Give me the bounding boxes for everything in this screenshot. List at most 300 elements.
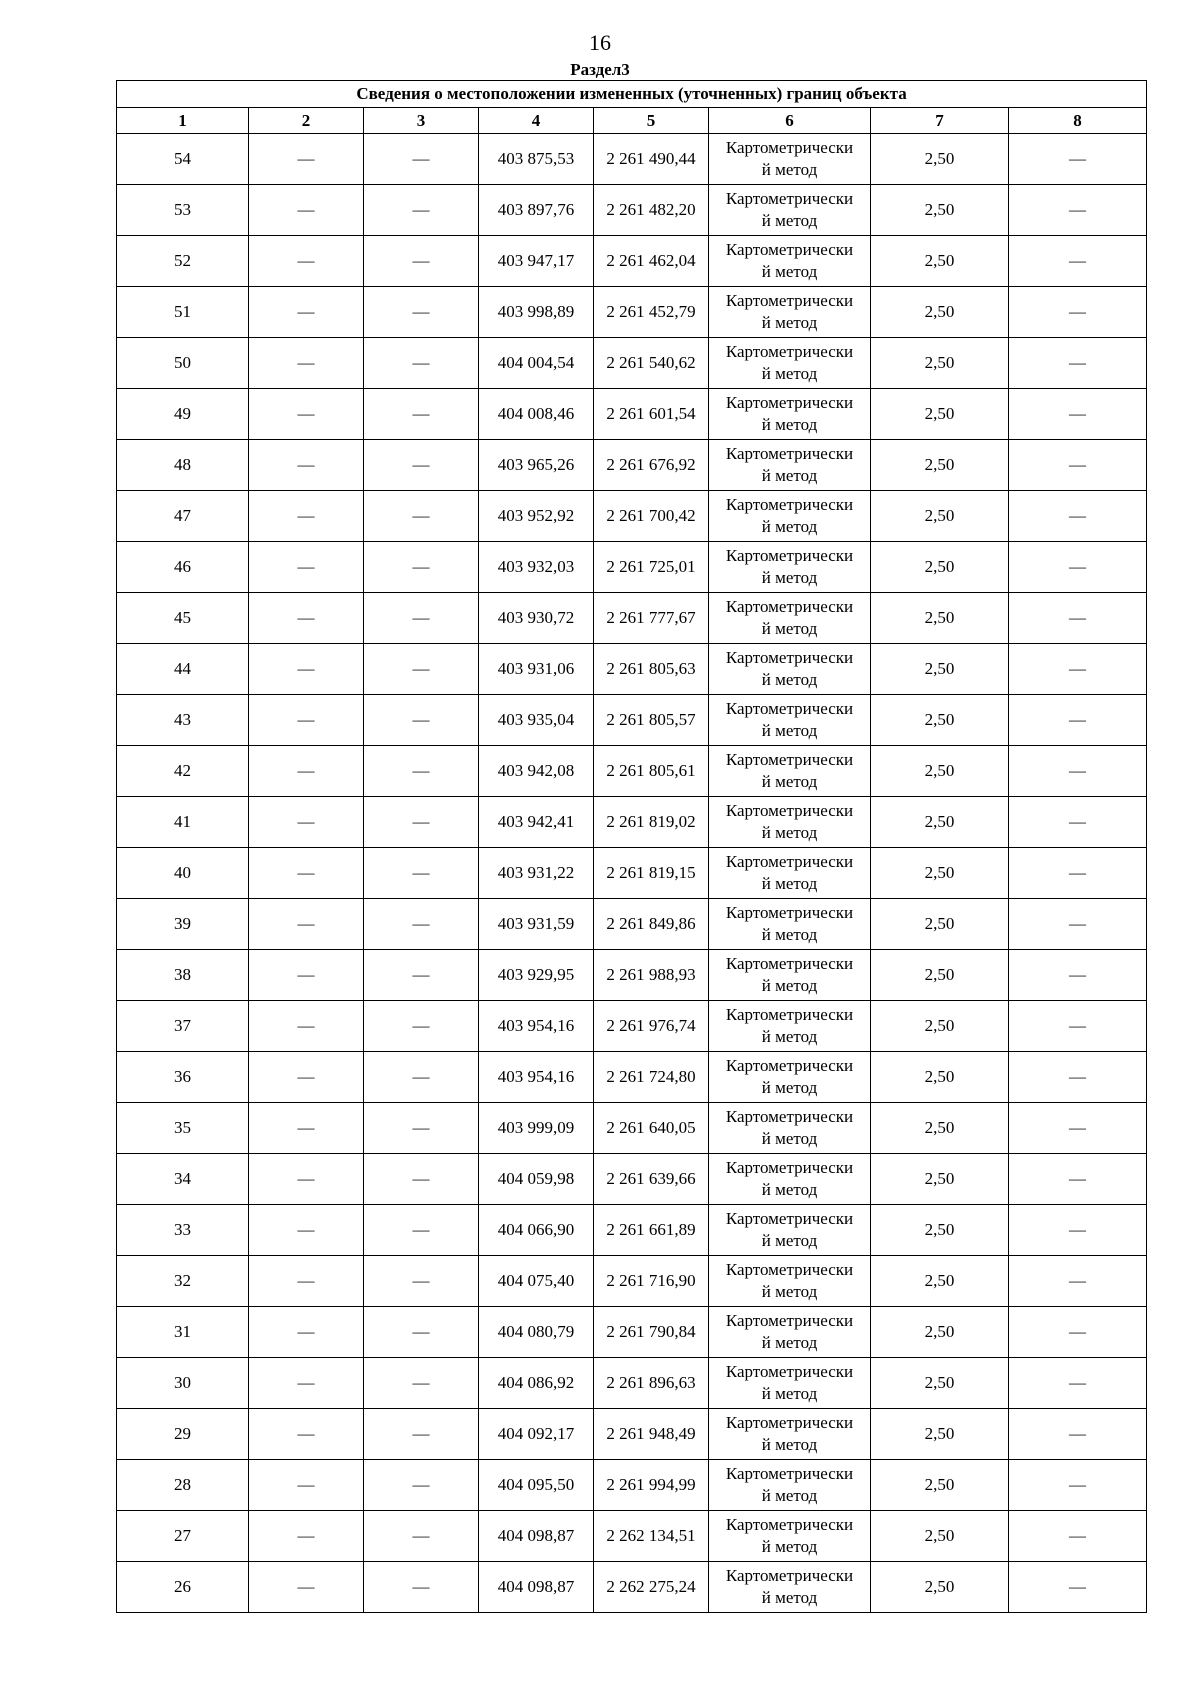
method-cell bbox=[709, 695, 871, 746]
coord-y-cell: 2 262 134,51 bbox=[594, 1511, 709, 1562]
coord-y-cell: 2 261 896,63 bbox=[594, 1358, 709, 1409]
method-line: Картометрически bbox=[725, 189, 854, 208]
point-number-cell: 33 bbox=[117, 1205, 249, 1256]
cell-col3: — bbox=[364, 389, 479, 440]
accuracy-cell: 2,50 bbox=[871, 287, 1009, 338]
cell-col3: — bbox=[364, 1562, 479, 1613]
accuracy-cell: 2,50 bbox=[871, 1562, 1009, 1613]
method-line: Картометрически bbox=[725, 291, 854, 310]
point-number-cell: 48 bbox=[117, 440, 249, 491]
table-row bbox=[117, 338, 1147, 389]
method-line: й метод bbox=[761, 874, 818, 893]
cell-col8: — bbox=[1009, 593, 1147, 644]
table-row bbox=[117, 1103, 1147, 1154]
accuracy-cell: 2,50 bbox=[871, 1103, 1009, 1154]
cell-col2: — bbox=[249, 1460, 364, 1511]
point-number-cell: 41 bbox=[117, 797, 249, 848]
method-cell bbox=[709, 899, 871, 950]
coord-y-cell: 2 261 790,84 bbox=[594, 1307, 709, 1358]
cell-col8: — bbox=[1009, 950, 1147, 1001]
cell-col2: — bbox=[249, 1205, 364, 1256]
table-row bbox=[117, 1562, 1147, 1613]
cell-col8: — bbox=[1009, 797, 1147, 848]
cell-col2: — bbox=[249, 1409, 364, 1460]
cell-col3: — bbox=[364, 134, 479, 185]
table-row bbox=[117, 542, 1147, 593]
coord-x-cell: 403 931,22 bbox=[479, 848, 594, 899]
coord-x-cell: 403 929,95 bbox=[479, 950, 594, 1001]
method-line: й метод bbox=[761, 364, 818, 383]
method-line: й метод bbox=[761, 1486, 818, 1505]
point-number-cell: 54 bbox=[117, 134, 249, 185]
cell-col2: — bbox=[249, 1511, 364, 1562]
cell-col8: — bbox=[1009, 491, 1147, 542]
method-cell bbox=[709, 440, 871, 491]
coord-x-cell: 403 931,59 bbox=[479, 899, 594, 950]
table-row bbox=[117, 134, 1147, 185]
table-row bbox=[117, 746, 1147, 797]
cell-col2: — bbox=[249, 1052, 364, 1103]
point-number-cell: 28 bbox=[117, 1460, 249, 1511]
method-line: Картометрически bbox=[725, 852, 854, 871]
accuracy-cell: 2,50 bbox=[871, 389, 1009, 440]
method-line: Картометрически bbox=[725, 801, 854, 820]
coord-y-cell: 2 261 490,44 bbox=[594, 134, 709, 185]
method-line: Картометрически bbox=[725, 699, 854, 718]
method-cell bbox=[709, 1511, 871, 1562]
method-line: й метод bbox=[761, 1333, 818, 1352]
cell-col8: — bbox=[1009, 1103, 1147, 1154]
method-line: Картометрически bbox=[725, 954, 854, 973]
method-cell bbox=[709, 1205, 871, 1256]
coord-x-cell: 403 935,04 bbox=[479, 695, 594, 746]
accuracy-cell: 2,50 bbox=[871, 1256, 1009, 1307]
cell-col2: — bbox=[249, 695, 364, 746]
point-number-cell: 39 bbox=[117, 899, 249, 950]
coord-x-cell: 403 965,26 bbox=[479, 440, 594, 491]
coord-x-cell: 403 942,08 bbox=[479, 746, 594, 797]
table-row bbox=[117, 1052, 1147, 1103]
cell-col2: — bbox=[249, 1562, 364, 1613]
cell-col8: — bbox=[1009, 1460, 1147, 1511]
method-line: й метод bbox=[761, 670, 818, 689]
cell-col3: — bbox=[364, 338, 479, 389]
cell-col8: — bbox=[1009, 695, 1147, 746]
point-number-cell: 53 bbox=[117, 185, 249, 236]
method-line: Картометрически bbox=[725, 1209, 854, 1228]
cell-col2: — bbox=[249, 1001, 364, 1052]
table-row bbox=[117, 644, 1147, 695]
table-row bbox=[117, 287, 1147, 338]
coord-y-cell: 2 261 805,57 bbox=[594, 695, 709, 746]
cell-col8: — bbox=[1009, 338, 1147, 389]
table-row bbox=[117, 593, 1147, 644]
method-cell bbox=[709, 1358, 871, 1409]
method-line: Картометрически bbox=[725, 1158, 854, 1177]
coord-x-cell: 404 075,40 bbox=[479, 1256, 594, 1307]
coord-y-cell: 2 261 819,02 bbox=[594, 797, 709, 848]
point-number-cell: 46 bbox=[117, 542, 249, 593]
method-line: й метод bbox=[761, 976, 818, 995]
table-row bbox=[117, 1460, 1147, 1511]
method-cell bbox=[709, 1256, 871, 1307]
method-line: й метод bbox=[761, 160, 818, 179]
cell-col3: — bbox=[364, 1307, 479, 1358]
coord-y-cell: 2 262 275,24 bbox=[594, 1562, 709, 1613]
column-number: 1 bbox=[117, 108, 249, 134]
method-cell bbox=[709, 542, 871, 593]
accuracy-cell: 2,50 bbox=[871, 1001, 1009, 1052]
table-row bbox=[117, 185, 1147, 236]
point-number-cell: 36 bbox=[117, 1052, 249, 1103]
coord-x-cell: 403 932,03 bbox=[479, 542, 594, 593]
cell-col8: — bbox=[1009, 1001, 1147, 1052]
point-number-cell: 49 bbox=[117, 389, 249, 440]
cell-col8: — bbox=[1009, 644, 1147, 695]
point-number-cell: 44 bbox=[117, 644, 249, 695]
method-cell bbox=[709, 848, 871, 899]
cell-col2: — bbox=[249, 848, 364, 899]
accuracy-cell: 2,50 bbox=[871, 338, 1009, 389]
method-cell bbox=[709, 1001, 871, 1052]
cell-col8: — bbox=[1009, 236, 1147, 287]
coordinates-table bbox=[116, 80, 1147, 1613]
method-cell bbox=[709, 236, 871, 287]
method-cell bbox=[709, 185, 871, 236]
coord-y-cell: 2 261 805,63 bbox=[594, 644, 709, 695]
method-line: й метод bbox=[761, 1078, 818, 1097]
cell-col8: — bbox=[1009, 542, 1147, 593]
cell-col2: — bbox=[249, 236, 364, 287]
method-line: й метод bbox=[761, 262, 818, 281]
coord-x-cell: 403 942,41 bbox=[479, 797, 594, 848]
cell-col3: — bbox=[364, 899, 479, 950]
coord-y-cell: 2 261 640,05 bbox=[594, 1103, 709, 1154]
method-cell bbox=[709, 1409, 871, 1460]
point-number-cell: 38 bbox=[117, 950, 249, 1001]
method-line: Картометрически bbox=[725, 1005, 854, 1024]
cell-col2: — bbox=[249, 542, 364, 593]
method-line: Картометрически bbox=[725, 1362, 854, 1381]
point-number-cell: 34 bbox=[117, 1154, 249, 1205]
cell-col3: — bbox=[364, 644, 479, 695]
table-row bbox=[117, 1205, 1147, 1256]
method-line: й метод bbox=[761, 721, 818, 740]
cell-col3: — bbox=[364, 1460, 479, 1511]
point-number-cell: 32 bbox=[117, 1256, 249, 1307]
coord-x-cell: 404 080,79 bbox=[479, 1307, 594, 1358]
cell-col3: — bbox=[364, 746, 479, 797]
cell-col8: — bbox=[1009, 1358, 1147, 1409]
method-cell bbox=[709, 338, 871, 389]
cell-col3: — bbox=[364, 1205, 479, 1256]
point-number-cell: 29 bbox=[117, 1409, 249, 1460]
table-row bbox=[117, 848, 1147, 899]
table-row bbox=[117, 1307, 1147, 1358]
cell-col3: — bbox=[364, 1511, 479, 1562]
method-line: Картометрически bbox=[725, 1260, 854, 1279]
cell-col3: — bbox=[364, 797, 479, 848]
cell-col3: — bbox=[364, 848, 479, 899]
cell-col2: — bbox=[249, 950, 364, 1001]
table-row bbox=[117, 1358, 1147, 1409]
method-cell bbox=[709, 1562, 871, 1613]
method-line: й метод bbox=[761, 1129, 818, 1148]
method-cell bbox=[709, 1460, 871, 1511]
method-line: Картометрически bbox=[725, 597, 854, 616]
table-row bbox=[117, 1001, 1147, 1052]
cell-col3: — bbox=[364, 1154, 479, 1205]
cell-col2: — bbox=[249, 1103, 364, 1154]
method-line: й метод bbox=[761, 466, 818, 485]
cell-col3: — bbox=[364, 287, 479, 338]
cell-col2: — bbox=[249, 287, 364, 338]
column-number-row bbox=[117, 108, 1147, 134]
method-line: й метод bbox=[761, 1435, 818, 1454]
cell-col8: — bbox=[1009, 746, 1147, 797]
coord-x-cell: 403 954,16 bbox=[479, 1001, 594, 1052]
accuracy-cell: 2,50 bbox=[871, 542, 1009, 593]
method-line: Картометрически bbox=[725, 903, 854, 922]
cell-col8: — bbox=[1009, 1307, 1147, 1358]
method-line: Картометрически bbox=[725, 444, 854, 463]
point-number-cell: 37 bbox=[117, 1001, 249, 1052]
column-number: 6 bbox=[709, 108, 871, 134]
method-cell bbox=[709, 593, 871, 644]
point-number-cell: 45 bbox=[117, 593, 249, 644]
cell-col3: — bbox=[364, 491, 479, 542]
coord-y-cell: 2 261 994,99 bbox=[594, 1460, 709, 1511]
coord-x-cell: 404 098,87 bbox=[479, 1511, 594, 1562]
method-line: й метод bbox=[761, 823, 818, 842]
coord-x-cell: 403 897,76 bbox=[479, 185, 594, 236]
point-number-cell: 47 bbox=[117, 491, 249, 542]
cell-col3: — bbox=[364, 185, 479, 236]
method-line: й метод bbox=[761, 568, 818, 587]
column-number: 8 bbox=[1009, 108, 1147, 134]
cell-col3: — bbox=[364, 950, 479, 1001]
method-line: Картометрически bbox=[725, 1107, 854, 1126]
cell-col2: — bbox=[249, 1256, 364, 1307]
cell-col8: — bbox=[1009, 1511, 1147, 1562]
table-body bbox=[117, 134, 1147, 1613]
coord-y-cell: 2 261 639,66 bbox=[594, 1154, 709, 1205]
accuracy-cell: 2,50 bbox=[871, 695, 1009, 746]
table-row bbox=[117, 950, 1147, 1001]
method-line: Картометрически bbox=[725, 1311, 854, 1330]
coord-x-cell: 403 952,92 bbox=[479, 491, 594, 542]
coord-x-cell: 404 004,54 bbox=[479, 338, 594, 389]
cell-col8: — bbox=[1009, 134, 1147, 185]
method-cell bbox=[709, 1307, 871, 1358]
coord-x-cell: 403 999,09 bbox=[479, 1103, 594, 1154]
coord-y-cell: 2 261 849,86 bbox=[594, 899, 709, 950]
accuracy-cell: 2,50 bbox=[871, 1409, 1009, 1460]
cell-col3: — bbox=[364, 1052, 479, 1103]
accuracy-cell: 2,50 bbox=[871, 746, 1009, 797]
cell-col2: — bbox=[249, 134, 364, 185]
method-cell bbox=[709, 1103, 871, 1154]
coord-y-cell: 2 261 482,20 bbox=[594, 185, 709, 236]
table-row bbox=[117, 1409, 1147, 1460]
cell-col2: — bbox=[249, 644, 364, 695]
cell-col3: — bbox=[364, 1001, 479, 1052]
method-line: Картометрически bbox=[725, 1566, 854, 1585]
coord-x-cell: 404 092,17 bbox=[479, 1409, 594, 1460]
coord-y-cell: 2 261 725,01 bbox=[594, 542, 709, 593]
section-title: Раздел3 bbox=[570, 60, 630, 79]
cell-col8: — bbox=[1009, 1052, 1147, 1103]
method-line: й метод bbox=[761, 313, 818, 332]
cell-col8: — bbox=[1009, 1154, 1147, 1205]
cell-col2: — bbox=[249, 185, 364, 236]
coord-y-cell: 2 261 540,62 bbox=[594, 338, 709, 389]
cell-col3: — bbox=[364, 1103, 479, 1154]
method-line: Картометрически bbox=[725, 138, 854, 157]
cell-col8: — bbox=[1009, 287, 1147, 338]
coord-x-cell: 404 086,92 bbox=[479, 1358, 594, 1409]
method-line: Картометрически bbox=[725, 342, 854, 361]
method-cell bbox=[709, 134, 871, 185]
coord-x-cell: 403 931,06 bbox=[479, 644, 594, 695]
method-cell bbox=[709, 950, 871, 1001]
point-number-cell: 42 bbox=[117, 746, 249, 797]
cell-col3: — bbox=[364, 1256, 479, 1307]
method-line: й метод bbox=[761, 619, 818, 638]
cell-col2: — bbox=[249, 797, 364, 848]
coord-x-cell: 403 998,89 bbox=[479, 287, 594, 338]
column-number: 7 bbox=[871, 108, 1009, 134]
method-line: Картометрически bbox=[725, 1464, 854, 1483]
accuracy-cell: 2,50 bbox=[871, 236, 1009, 287]
coord-x-cell: 404 008,46 bbox=[479, 389, 594, 440]
table-row bbox=[117, 440, 1147, 491]
accuracy-cell: 2,50 bbox=[871, 1358, 1009, 1409]
point-number-cell: 50 bbox=[117, 338, 249, 389]
method-cell bbox=[709, 389, 871, 440]
coord-x-cell: 404 095,50 bbox=[479, 1460, 594, 1511]
coord-y-cell: 2 261 976,74 bbox=[594, 1001, 709, 1052]
table-row bbox=[117, 899, 1147, 950]
coord-y-cell: 2 261 988,93 bbox=[594, 950, 709, 1001]
coord-y-cell: 2 261 948,49 bbox=[594, 1409, 709, 1460]
cell-col8: — bbox=[1009, 899, 1147, 950]
coord-x-cell: 403 930,72 bbox=[479, 593, 594, 644]
cell-col2: — bbox=[249, 1307, 364, 1358]
accuracy-cell: 2,50 bbox=[871, 1052, 1009, 1103]
accuracy-cell: 2,50 bbox=[871, 1307, 1009, 1358]
method-line: й метод bbox=[761, 925, 818, 944]
point-number-cell: 31 bbox=[117, 1307, 249, 1358]
coord-y-cell: 2 261 777,67 bbox=[594, 593, 709, 644]
method-line: Картометрически bbox=[725, 648, 854, 667]
method-line: Картометрически bbox=[725, 750, 854, 769]
table-row bbox=[117, 236, 1147, 287]
coord-x-cell: 404 066,90 bbox=[479, 1205, 594, 1256]
coord-y-cell: 2 261 724,80 bbox=[594, 1052, 709, 1103]
coord-y-cell: 2 261 462,04 bbox=[594, 236, 709, 287]
cell-col8: — bbox=[1009, 1205, 1147, 1256]
coord-x-cell: 403 875,53 bbox=[479, 134, 594, 185]
cell-col3: — bbox=[364, 593, 479, 644]
method-line: й метод bbox=[761, 1282, 818, 1301]
column-number: 3 bbox=[364, 108, 479, 134]
cell-col8: — bbox=[1009, 440, 1147, 491]
accuracy-cell: 2,50 bbox=[871, 134, 1009, 185]
accuracy-cell: 2,50 bbox=[871, 899, 1009, 950]
table-row bbox=[117, 1256, 1147, 1307]
cell-col2: — bbox=[249, 338, 364, 389]
coord-y-cell: 2 261 601,54 bbox=[594, 389, 709, 440]
accuracy-cell: 2,50 bbox=[871, 644, 1009, 695]
cell-col2: — bbox=[249, 746, 364, 797]
cell-col3: — bbox=[364, 695, 479, 746]
coord-y-cell: 2 261 452,79 bbox=[594, 287, 709, 338]
coord-y-cell: 2 261 700,42 bbox=[594, 491, 709, 542]
cell-col3: — bbox=[364, 1409, 479, 1460]
accuracy-cell: 2,50 bbox=[871, 1511, 1009, 1562]
cell-col8: — bbox=[1009, 389, 1147, 440]
table-row bbox=[117, 695, 1147, 746]
cell-col8: — bbox=[1009, 1562, 1147, 1613]
cell-col8: — bbox=[1009, 848, 1147, 899]
cell-col8: — bbox=[1009, 185, 1147, 236]
coord-x-cell: 404 098,87 bbox=[479, 1562, 594, 1613]
coord-y-cell: 2 261 716,90 bbox=[594, 1256, 709, 1307]
cell-col8: — bbox=[1009, 1256, 1147, 1307]
table-row bbox=[117, 1154, 1147, 1205]
cell-col2: — bbox=[249, 440, 364, 491]
method-line: Картометрически bbox=[725, 393, 854, 412]
method-line: й метод bbox=[761, 1384, 818, 1403]
accuracy-cell: 2,50 bbox=[871, 848, 1009, 899]
cell-col2: — bbox=[249, 899, 364, 950]
accuracy-cell: 2,50 bbox=[871, 950, 1009, 1001]
method-cell bbox=[709, 797, 871, 848]
point-number-cell: 40 bbox=[117, 848, 249, 899]
accuracy-cell: 2,50 bbox=[871, 185, 1009, 236]
method-line: й метод bbox=[761, 1537, 818, 1556]
table-row bbox=[117, 797, 1147, 848]
method-line: Картометрически bbox=[725, 1056, 854, 1075]
accuracy-cell: 2,50 bbox=[871, 797, 1009, 848]
column-number: 2 bbox=[249, 108, 364, 134]
method-line: й метод bbox=[761, 1027, 818, 1046]
table-row bbox=[117, 491, 1147, 542]
method-line: й метод bbox=[761, 517, 818, 536]
coord-y-cell: 2 261 676,92 bbox=[594, 440, 709, 491]
cell-col3: — bbox=[364, 542, 479, 593]
method-line: й метод bbox=[761, 211, 818, 230]
point-number-cell: 52 bbox=[117, 236, 249, 287]
method-line: й метод bbox=[761, 1180, 818, 1199]
point-number-cell: 26 bbox=[117, 1562, 249, 1613]
point-number-cell: 27 bbox=[117, 1511, 249, 1562]
coord-x-cell: 404 059,98 bbox=[479, 1154, 594, 1205]
column-number: 4 bbox=[479, 108, 594, 134]
page-number: 16 bbox=[589, 30, 611, 55]
method-line: й метод bbox=[761, 772, 818, 791]
cell-col2: — bbox=[249, 1154, 364, 1205]
coord-y-cell: 2 261 661,89 bbox=[594, 1205, 709, 1256]
coord-y-cell: 2 261 819,15 bbox=[594, 848, 709, 899]
cell-col2: — bbox=[249, 593, 364, 644]
column-number: 5 bbox=[594, 108, 709, 134]
method-line: й метод bbox=[761, 1588, 818, 1607]
cell-col3: — bbox=[364, 1358, 479, 1409]
cell-col2: — bbox=[249, 491, 364, 542]
cell-col2: — bbox=[249, 389, 364, 440]
